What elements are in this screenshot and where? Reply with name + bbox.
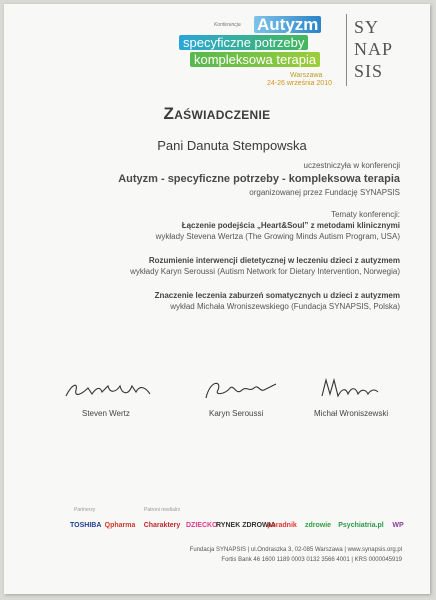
topic-speaker: wykłady Karyn Seroussi (Autism Network for Dietary Intervention, Norwegia) (130, 267, 400, 276)
conference-banner (174, 16, 340, 94)
topic-speaker: wykład Michała Wroniszewskiego (Fundacja SYNAPSIS, Polska) (170, 302, 400, 311)
recipient-name: Pani Danuta Stempowska (157, 138, 307, 153)
topic-title: Rozumienie interwencji dietetycznej w leczeniu dzieci z autyzmem (148, 256, 400, 265)
banner-dates: 24-26 września 2010 (267, 80, 332, 87)
signature-steven-wertz (62, 374, 154, 404)
certificate-page (4, 4, 430, 594)
logo-line-2: NAP (354, 39, 394, 59)
banner-specyficzne: specyficzne potrzeby (179, 35, 308, 50)
footer-bank: Fortis Bank 46 1600 1189 0003 0132 3566 4001 | KRS 0000045919 (221, 557, 402, 563)
synapsis-logo (346, 14, 397, 86)
banner-konferencja: Konferencja (214, 22, 241, 28)
sponsor-logo: Psychiatria.pl (338, 522, 384, 529)
media-patrons-label: Patroni medialni (144, 507, 180, 513)
participated-text: uczestniczyła w konferencji (303, 161, 400, 170)
conference-name: Autyzm - specyficzne potrzeby - kompleksowa terapia (118, 173, 400, 185)
banner-autyzm: Autyzm (254, 16, 321, 33)
sponsor-logo: DZIECKO (186, 522, 218, 529)
logo-line-1: SY (354, 17, 380, 37)
partners-label: Partnerzy (74, 507, 96, 513)
signature-michal-wroniszewski (316, 374, 380, 404)
sponsor-logo: RYNEK ZDROWIA (216, 522, 276, 529)
sponsor-logo: WP (392, 522, 404, 529)
sponsor-logo: TOSHIBA (70, 522, 102, 529)
footer-address: Fundacja SYNAPSIS | ul.Ondraszka 3, 02-085 Warszawa | www.synapsis.org.pl (189, 547, 402, 553)
sponsor-logo: Charaktery (143, 522, 181, 529)
signature-name: Michał Wroniszewski (314, 409, 389, 418)
topic-title: Znaczenie leczenia zaburzeń somatycznych u dzieci z autyzmem (154, 291, 400, 300)
logo-line-3: SIS (354, 61, 384, 81)
sponsor-logo: zdrowie (304, 522, 332, 529)
signature-name: Karyn Seroussi (209, 409, 264, 418)
topic-speaker: wykłady Stevena Wertza (The Growing Minds Autism Program, USA) (155, 232, 400, 241)
signature-karyn-seroussi (200, 374, 280, 404)
certificate-title: Zaświadczenie (163, 104, 271, 123)
topics-heading: Tematy konferencji: (331, 210, 400, 219)
topic-title: Łączenie podejścia „Heart&Soul” z metodami klinicznymi (181, 221, 400, 230)
banner-city: Warszawa (290, 72, 323, 79)
organized-by: organizowanej przez Fundację SYNAPSIS (249, 188, 400, 197)
banner-kompleksowa: kompleksowa terapia (190, 52, 320, 67)
sponsor-logo: Qpharma (104, 522, 136, 529)
sponsor-logo: poradnik (267, 522, 297, 529)
signature-name: Steven Wertz (82, 409, 130, 418)
